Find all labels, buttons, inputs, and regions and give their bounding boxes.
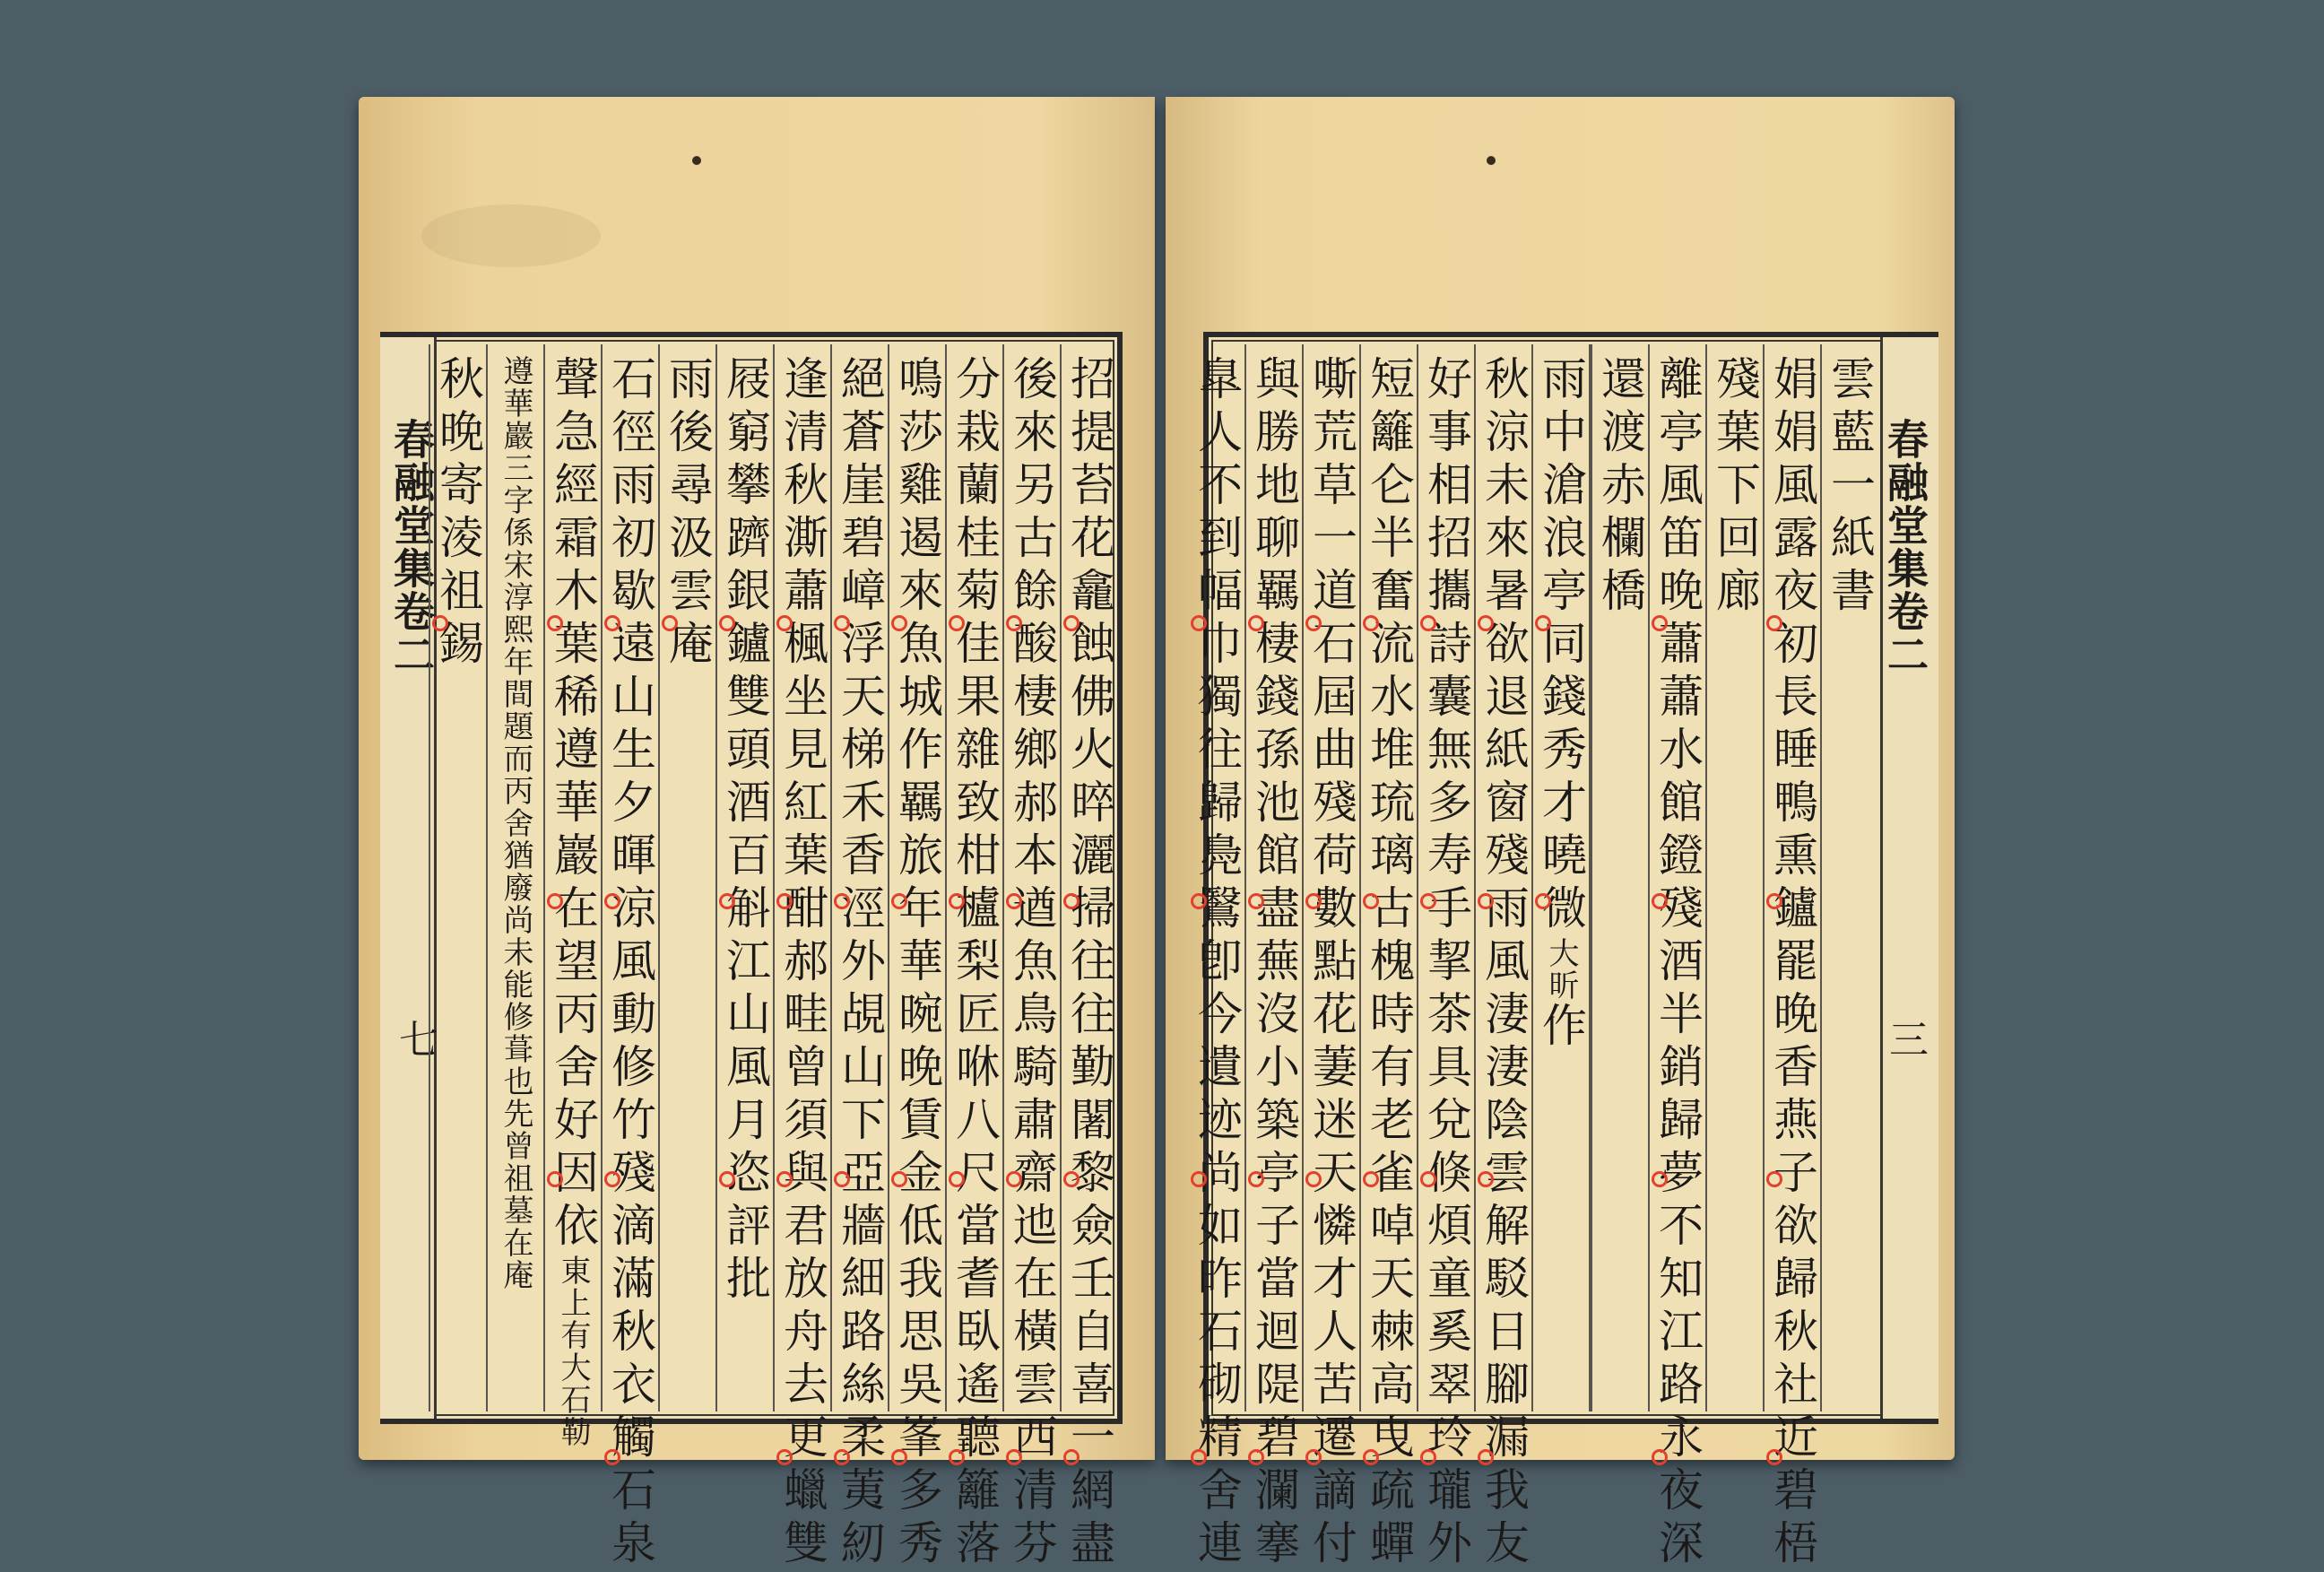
column-text (603, 344, 658, 1572)
column-text (717, 344, 773, 1307)
text-column (1474, 344, 1531, 1572)
red-punctuation-mark (1478, 1449, 1494, 1465)
red-punctuation-mark (547, 893, 563, 909)
red-punctuation-mark (604, 893, 620, 909)
column-main-text: 鳴莎雞遏來魚城作羈旅年華晼晚賃金低我思吳峯多秀 (891, 355, 943, 1572)
red-punctuation-mark (1766, 893, 1782, 909)
column-text (1592, 344, 1648, 620)
text-column (601, 344, 658, 1572)
red-punctuation-mark (662, 615, 678, 631)
red-punctuation-mark (891, 1449, 907, 1465)
column-main-text: 殘葉下回廊 (1709, 355, 1761, 620)
text-column (1705, 344, 1763, 1411)
red-punctuation-mark (776, 893, 793, 909)
column-main-text: 秋涼未來暑欲退紙窗殘雨風淒淒陰雲解駁日腳漏我友 (1478, 355, 1530, 1572)
right-fold-margin (1880, 337, 1938, 1419)
red-punctuation-mark (1766, 1449, 1782, 1465)
red-punctuation-mark (1363, 1171, 1379, 1187)
text-column (1359, 344, 1417, 1572)
red-punctuation-mark (949, 893, 965, 909)
column-main-text: 石徑雨初歇遠山生夕暉涼風動修竹殘滴滿秋衣觸石泉 (604, 355, 656, 1572)
red-punctuation-mark (1248, 1171, 1264, 1187)
column-text (1304, 344, 1359, 1572)
red-punctuation-mark (547, 615, 563, 631)
text-column (1589, 344, 1591, 1411)
red-punctuation-mark (1191, 893, 1207, 909)
column-main-text: 還渡赤欄橋 (1594, 355, 1646, 620)
column-text (947, 344, 1002, 1572)
red-punctuation-mark (891, 615, 907, 631)
red-punctuation-mark (1006, 615, 1022, 631)
column-text (1062, 344, 1117, 1572)
column-text (1533, 344, 1589, 1055)
column-text (1822, 344, 1877, 620)
column-annotation: 先曾祖墓在庵 (498, 1098, 533, 1291)
red-punctuation-mark (1420, 1171, 1436, 1187)
red-punctuation-mark (1478, 1171, 1494, 1187)
column-text (1361, 344, 1417, 1572)
column-text (1476, 344, 1531, 1572)
red-punctuation-mark (776, 1171, 793, 1187)
column-text (1765, 344, 1820, 1572)
text-column (486, 344, 543, 1411)
left-fold-title: 春融堂集卷二 (387, 418, 436, 676)
red-punctuation-mark (776, 1449, 793, 1465)
red-punctuation-mark (1006, 1171, 1022, 1187)
column-text (832, 344, 888, 1572)
text-column (1591, 344, 1648, 1411)
red-punctuation-mark (891, 893, 907, 909)
column-annotation: 大昕 (1543, 937, 1579, 1002)
red-punctuation-mark (1248, 615, 1264, 631)
red-punctuation-mark (604, 615, 620, 631)
red-punctuation-mark (1006, 893, 1022, 909)
column-main-text: 招提苔花龕蝕佛火晬灑掃往往勤闍黎僉壬自喜一網盡 (1063, 355, 1115, 1572)
column-tail-text: 作 (1535, 1002, 1587, 1055)
red-punctuation-mark (1766, 1171, 1782, 1187)
column-main-text: 好事相招攜詩囊無多寿手挈茶具兌倏煩童奚翠玲瓏外 (1420, 355, 1472, 1572)
column-text (889, 344, 945, 1572)
text-column (1002, 344, 1060, 1572)
red-punctuation-mark (1191, 615, 1207, 631)
column-text (1418, 344, 1474, 1572)
text-column (1302, 344, 1359, 1572)
red-punctuation-mark (1063, 893, 1080, 909)
text-column (773, 344, 830, 1572)
red-punctuation-mark (719, 615, 735, 631)
red-punctuation-mark (1363, 615, 1379, 631)
right-page (1166, 97, 1955, 1572)
red-punctuation-mark (949, 1171, 965, 1187)
column-annotation: 遵華巖三字係宋淳熙年間題而丙舍猶廢尚未能修葺也 (498, 355, 533, 1098)
red-punctuation-mark (1420, 893, 1436, 909)
right-text-columns (1191, 344, 1877, 1572)
red-punctuation-mark (1652, 1449, 1668, 1465)
red-punctuation-mark (547, 1171, 563, 1187)
red-punctuation-mark (1248, 893, 1264, 909)
text-column (543, 344, 601, 1448)
text-column (1763, 344, 1820, 1572)
red-punctuation-mark (1535, 615, 1551, 631)
red-punctuation-mark (949, 615, 965, 631)
red-punctuation-mark (1652, 1171, 1668, 1187)
red-punctuation-mark (1191, 1449, 1207, 1465)
right-fold-title: 春融堂集卷二 (1881, 418, 1929, 676)
red-punctuation-mark (1305, 1171, 1322, 1187)
right-text-frame (1191, 332, 1938, 1572)
column-main-text: 與勝地聊羈棲錢孫池館盡蕪沒小築亭子當迴隄碧瀾搴 (1248, 355, 1300, 1572)
column-text (1004, 344, 1060, 1572)
red-punctuation-mark (834, 1171, 850, 1187)
column-text (1189, 344, 1244, 1572)
binding-hole (692, 156, 701, 165)
text-column (1417, 344, 1474, 1572)
text-column (1060, 344, 1117, 1572)
column-main-text: 逢清秋澌蕭楓坐見紅葉酣郝畦曾須與君放舟去更蠟雙 (776, 355, 828, 1572)
red-punctuation-mark (1363, 893, 1379, 909)
left-text-frame (380, 332, 1123, 1572)
red-punctuation-mark (432, 615, 448, 631)
red-punctuation-mark (1363, 1449, 1379, 1465)
red-punctuation-mark (1305, 1449, 1322, 1465)
red-punctuation-mark (891, 1171, 907, 1187)
text-column (888, 344, 945, 1572)
red-punctuation-mark (1420, 615, 1436, 631)
column-main-text: 短籬仑半奮流水堆琉璃古槐時有老雀啅天棘高曳疏蟬 (1363, 355, 1415, 1572)
red-punctuation-mark (834, 1449, 850, 1465)
red-punctuation-mark (604, 1171, 620, 1187)
red-punctuation-mark (1478, 893, 1494, 909)
red-punctuation-mark (1006, 1449, 1022, 1465)
red-punctuation-mark (1766, 615, 1782, 631)
red-punctuation-mark (1652, 893, 1668, 909)
column-main-text: 雨後尋汲雲庵 (662, 355, 714, 673)
column-main-text: 臯人不到幅巾獨往歸鳧鷖卽今遺迹尚如昨石砌精舍連 (1191, 355, 1243, 1572)
red-punctuation-mark (1420, 1449, 1436, 1465)
column-main-text: 後來另古餘酸棲鄉郝本遒魚鳥騎肅齋迆在橫雲西清芬 (1006, 355, 1058, 1572)
red-punctuation-mark (834, 893, 850, 909)
text-column (715, 344, 773, 1411)
text-column (945, 344, 1002, 1572)
red-punctuation-mark (604, 1449, 620, 1465)
red-punctuation-mark (719, 1171, 735, 1187)
right-folio-number: 三 (1882, 1019, 1928, 1058)
red-punctuation-mark (1652, 615, 1668, 631)
column-main-text: 聲急經霜木葉稀遵華巖在望丙舍好因依 (547, 355, 599, 1255)
text-column (1244, 344, 1302, 1572)
text-column (1189, 344, 1244, 1572)
left-text-columns (432, 344, 1117, 1572)
column-main-text: 秋晚寄淩祖錫 (432, 355, 484, 673)
column-text (1707, 344, 1763, 620)
column-main-text: 雨中滄浪亭同錢秀才曉微 (1535, 355, 1587, 937)
red-punctuation-mark (1478, 615, 1494, 631)
red-punctuation-mark (1305, 615, 1322, 631)
column-main-text: 雲藍一紙書 (1824, 355, 1876, 620)
column-main-text: 屐窮攀躋銀鑪雙頭酒百斛江山風月恣評批 (719, 355, 771, 1307)
text-column (1820, 344, 1877, 1411)
red-punctuation-mark (1305, 893, 1322, 909)
red-punctuation-mark (1063, 615, 1080, 631)
column-annotation: 東上有大石勒 (555, 1255, 591, 1448)
paper-stain (421, 204, 601, 267)
book-spread (359, 97, 1955, 1572)
text-column (658, 344, 715, 1411)
red-punctuation-mark (949, 1449, 965, 1465)
column-text (488, 344, 543, 1291)
red-punctuation-mark (1063, 1171, 1080, 1187)
column-main-text: 分栽蘭桂菊佳果雜致柑櫨梨匠咻八尺當耆臥遙聽籬落 (949, 355, 1001, 1572)
red-punctuation-mark (1535, 893, 1551, 909)
column-main-text: 嘶荒草一道石屆曲殘荷數點花萋迷天憐才人苦遷謫付 (1305, 355, 1357, 1572)
column-text (1246, 344, 1302, 1572)
left-folio-number: 七 (392, 1019, 438, 1058)
red-punctuation-mark (1063, 1449, 1080, 1465)
column-text (775, 344, 830, 1572)
red-punctuation-mark (719, 893, 735, 909)
left-page (359, 97, 1155, 1572)
binding-hole (1487, 156, 1496, 165)
text-column (1648, 344, 1705, 1572)
text-column (830, 344, 888, 1572)
red-punctuation-mark (1248, 1449, 1264, 1465)
column-main-text: 娟娟風露夜初長睡鴨熏鑪罷晚香燕子欲歸秋社近碧梧 (1766, 355, 1818, 1572)
column-main-text: 離亭風笛晚蕭蕭水館鐙殘酒半銷歸夢不知江路永夜深 (1652, 355, 1704, 1572)
red-punctuation-mark (776, 615, 793, 631)
column-main-text: 絕蒼崖碧嶂浮天梯禾香涇外覘山下亞牆細路絲柔荑紉 (834, 355, 886, 1572)
red-punctuation-mark (1191, 1171, 1207, 1187)
text-column (429, 344, 486, 1411)
column-text (1650, 344, 1705, 1572)
red-punctuation-mark (834, 615, 850, 631)
text-column (1531, 344, 1589, 1411)
